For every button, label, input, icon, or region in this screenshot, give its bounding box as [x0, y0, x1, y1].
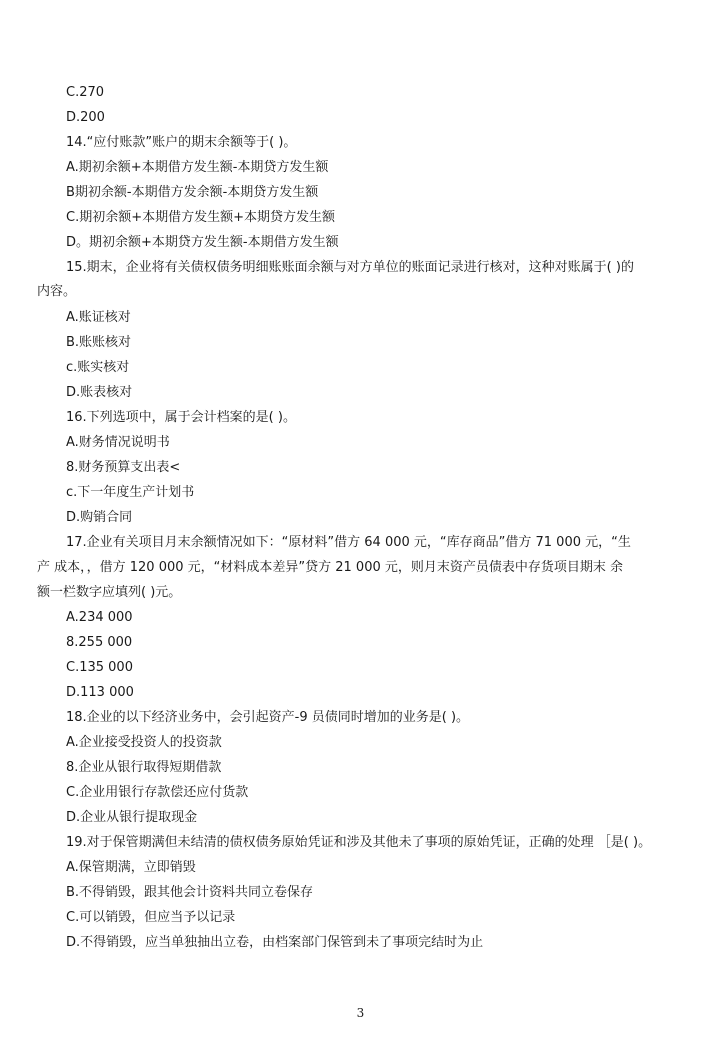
q18-option-c: C.企业用银行存款偿还应付货款 — [66, 785, 249, 800]
q17-option-d: D.113 000 — [66, 685, 134, 700]
q16-option-a: A.财务情况说明书 — [66, 435, 170, 450]
q18-option-a: A.企业接受投资人的投资款 — [66, 735, 222, 750]
q18-option-b: 8.企业从银行取得短期借款 — [66, 760, 222, 775]
q15-option-c: c.账实核对 — [66, 360, 130, 375]
question-17-cont-2: 额一栏数字应填列( )元。 — [37, 585, 182, 600]
option-d-200: D.200 — [66, 110, 105, 125]
q16-option-d: D.购销合同 — [66, 510, 133, 525]
question-15: 15.期末，企业将有关债权债务明细账账面余额与对方单位的账面记录进行核对，这种对账属于( )的 — [66, 260, 634, 275]
option-c-270: C.270 — [66, 85, 105, 100]
q14-option-a: A.期初余额+本期借方发生额-本期贷方发生额 — [66, 160, 329, 175]
question-16: 16.下列选项中，属于会计档案的是( )。 — [66, 410, 296, 425]
q19-option-c: C.可以销毁，但应当予以记录 — [66, 910, 236, 925]
q15-option-b: B.账账核对 — [66, 335, 132, 350]
question-14: 14.“应付账款”账户的期末余额等于( )。 — [66, 135, 297, 150]
q19-option-b: B.不得销毁，跟其他会计资料共同立卷保存 — [66, 885, 314, 900]
question-17-cont-1: 产 成本，，借方 120 000 元，“材料成本差异”贷方 21 000 元，则月末资产员债表中存货项目期末 余 — [37, 560, 624, 575]
q15-option-a: A.账证核对 — [66, 310, 131, 325]
q18-option-d: D.企业从银行提取现金 — [66, 810, 198, 825]
q17-option-c: C.135 000 — [66, 660, 133, 675]
page-number: 3 — [356, 1006, 365, 1020]
q16-option-b: 8.财务预算支出表< — [66, 460, 181, 475]
q19-option-a: A.保管期满，立即销毁 — [66, 860, 196, 875]
question-18: 18.企业的以下经济业务中，会引起资产-9 员债同时增加的业务是( )。 — [66, 710, 470, 725]
q14-option-b: B期初余额-本期借方发余额-本期贷方发生额 — [66, 185, 319, 200]
q14-option-d: D。期初余额+本期贷方发生额-本期借方发生额 — [66, 235, 339, 250]
question-17: 17.企业有关项目月末余额情况如下：“原材料”借方 64 000 元，“库存商品”借方 71 000 元，“生 — [66, 535, 631, 550]
q17-option-a: A.234 000 — [66, 610, 133, 625]
question-19: 19.对于保管期满但未结清的债权债务原始凭证和涉及其他未了事项的原始凭证，正确的处理 ［是( )。 — [66, 835, 652, 850]
q14-option-c: C.期初余额+本期借方发生额+本期贷方发生额 — [66, 210, 335, 225]
q15-option-d: D.账表核对 — [66, 385, 133, 400]
q17-option-b: 8.255 000 — [66, 635, 133, 650]
q19-option-d: D.不得销毁，应当单独抽出立卷，由档案部门保管到未了事项完结时为止 — [66, 935, 484, 950]
question-15-cont: 内容。 — [37, 284, 77, 299]
q16-option-c: c.下一年度生产计划书 — [66, 485, 195, 500]
